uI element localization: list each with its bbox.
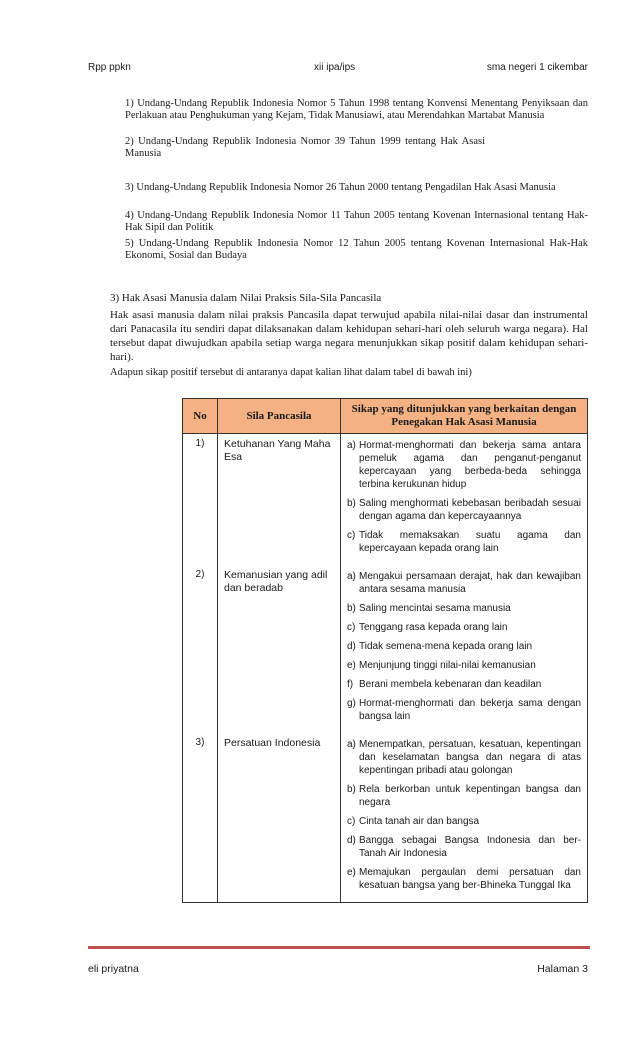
row-sila: Persatuan Indonesia <box>218 733 341 903</box>
header-sila: Sila Pancasila <box>218 399 341 434</box>
row-items <box>341 733 588 903</box>
row-items <box>341 434 588 566</box>
list-item: c) Tenggang rasa kepada orang lain <box>347 622 508 633</box>
list-item: a) Hormat-menghormati dan bekerja sama antara pemeluk agama dan penganut-penganut kepercayaan yang berbeda-beda sehingga terbina kerukunan hidup <box>347 440 581 490</box>
table-header-row <box>183 399 588 434</box>
list-item: e) Memajukan pergaulan demi persatuan dan kesatuan bangsa yang ber-Bhineka Tunggal Ika <box>347 867 581 891</box>
list-item: b) Saling mencintai sesama manusia <box>347 603 511 614</box>
footer-rule <box>88 946 590 949</box>
row-no: 2) <box>183 565 218 733</box>
header-right: sma negeri 1 cikembar <box>486 62 588 73</box>
pancasila-table <box>182 398 588 903</box>
header-no: No <box>183 399 218 434</box>
footer-right: Halaman 3 <box>537 963 588 975</box>
section-paragraph-2: Adapun sikap positif tersebut di antaranya dapat kalian lihat dalam tabel di bawah ini) <box>110 367 472 378</box>
list-item: g) Hormat-menghormati dan bekerja sama dengan bangsa lain <box>347 698 581 722</box>
list-item: d) Tidak semena-mena kepada orang lain <box>347 641 533 652</box>
list-item: e) Menjunjung tinggi nilai-nilai kemanusian <box>347 660 536 671</box>
footer-left: eli priyatna <box>88 963 139 975</box>
section-paragraph: Hak asasi manusia dalam nilai praksis Pancasila dapat terwujud apabila nilai-nilai dasar dan instrumental dari Panacasila itu sendiri dapat dilaksanakan dalam kehidupan sehari-hari oleh seluruh warga negara). Hal tersebut dapat diwujudkan apabila setiap warga negara menunjukkan sikap positif dalam kehidupan sehari-hari). <box>110 309 588 363</box>
list-item: a) Menempatkan, persatuan, kesatuan, kepentingan dan keselamatan bangsa dan negara di atas kepentingan pribadi atau golongan <box>347 739 581 776</box>
list-item: c) Tidak memaksakan suatu agama dan kepercayaan kepada orang lain <box>347 530 581 554</box>
row-no: 3) <box>183 733 218 903</box>
table-row <box>183 434 588 566</box>
row-sila: Ketuhanan Yang Maha Esa <box>218 434 341 566</box>
list-item: a) Mengakui persamaan derajat, hak dan kewajiban antara sesama manusia <box>347 571 581 595</box>
table-row <box>183 565 588 733</box>
header-left: Rpp ppkn <box>88 62 131 73</box>
law-item: 3) Undang-Undang Republik Indonesia Nomor 26 Tahun 2000 tentang Pengadilan Hak Asasi Manusia <box>125 182 556 193</box>
header-sikap: Sikap yang ditunjukkan yang berkaitan dengan Penegakan Hak Asasi Manusia <box>341 399 588 434</box>
row-no: 1) <box>183 434 218 566</box>
list-item: b) Rela berkorban untuk kepentingan bangsa dan negara <box>347 784 581 808</box>
row-items <box>341 565 588 733</box>
list-item: c) Cinta tanah air dan bangsa <box>347 816 480 827</box>
law-item: 1) Undang-Undang Republik Indonesia Nomor 5 Tahun 1998 tentang Konvensi Menentang Penyiksaan dan Perlakuan atau Penghukuman yang Kejam, Tidak Manusiawi, atau Merendahkan Martabat Manusia <box>125 98 588 121</box>
law-item: 4) Undang-Undang Republik Indonesia Nomor 11 Tahun 2005 tentang Kovenan Internasional tentang Hak-Hak Sipil dan Politik <box>125 210 588 233</box>
list-item: f) Berani membela kebenaran dan keadilan <box>347 679 542 690</box>
page-footer <box>88 963 588 979</box>
header-center: xii ipa/ips <box>314 62 356 73</box>
table-row <box>183 733 588 903</box>
list-item: d) Bangga sebagai Bangsa Indonesia dan ber-Tanah Air Indonesia <box>347 835 581 859</box>
row-sila: Kemanusian yang adil dan beradab <box>218 565 341 733</box>
list-item: b) Saling menghormati kebebasan beribadah sesuai dengan agama dan kepercayaannya <box>347 498 581 522</box>
law-item: 5) Undang-Undang Republik Indonesia Nomor 12 Tahun 2005 tentang Kovenan Internasional Hak-Hak Ekonomi, Sosial dan Budaya <box>125 238 588 261</box>
section-title: 3) Hak Asasi Manusia dalam Nilai Praksis Sila-Sila Pancasila <box>110 292 382 304</box>
page-header <box>88 62 588 78</box>
law-item: 2) Undang-Undang Republik Indonesia Nomor 39 Tahun 1999 tentang Hak Asasi Manusia <box>125 136 485 159</box>
